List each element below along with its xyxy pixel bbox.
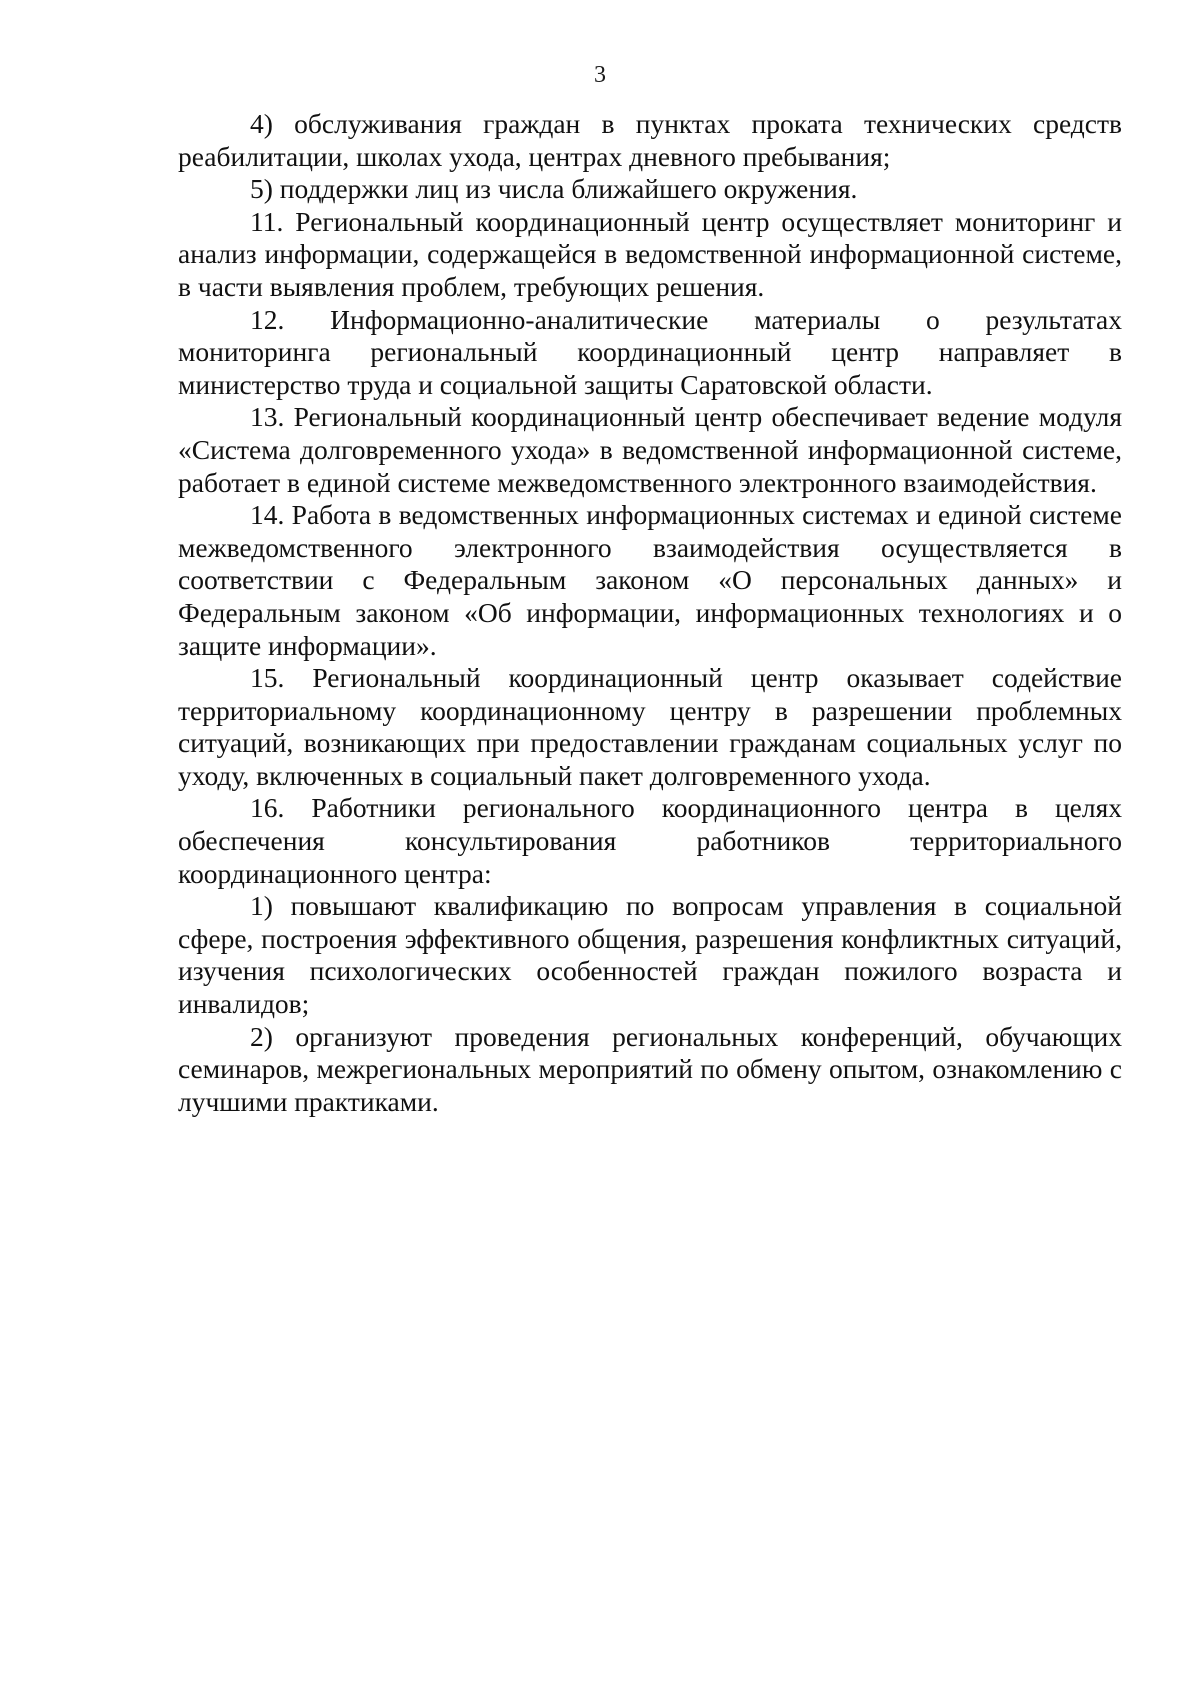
- paragraph-clause-15: 15. Региональный координационный центр оказывает содействие территориальному координационному центру в разрешении проблемных ситуаций, возникающих при предоставлении гражданам социальных услуг по уходу, включенных в социальный пакет долговременного ухода.: [178, 662, 1122, 791]
- paragraph-item-5: 5) поддержки лиц из числа ближайшего окружения.: [250, 173, 858, 205]
- paragraph-clause-11: 11. Региональный координационный центр осуществляет мониторинг и анализ информации, содержащейся в ведомственной информационной системе, в части выявления проблем, требующих решения.: [178, 205, 1122, 302]
- paragraph-clause-14: 14. Работа в ведомственных информационных системах и единой системе межведомственного электронного взаимодействия осуществляется в соответствии с Федеральным законом «О персональных данных» и Федеральным законом «Об информации, информационных технологиях и о защите информации».: [178, 499, 1122, 661]
- paragraph-subitem-1: 1) повышают квалификацию по вопросам управления в социальной сфере, построения эффективного общения, разрешения конфликтных ситуаций, изучения психологических особенностей граждан пожилого возраста и инвалидов;: [178, 890, 1122, 1020]
- document-body: [178, 108, 1122, 1118]
- paragraph-item-4: 4) обслуживания граждан в пунктах проката технических средств реабилитации, школах ухода, центрах дневного пребывания;: [178, 108, 1122, 172]
- paragraph-clause-12: 12. Информационно-аналитические материалы о результатах мониторинга региональный координационный центр направляет в министерство труда и социальной защиты Саратовской области.: [178, 303, 1122, 400]
- paragraph-clause-16: 16. Работники регионального координационного центра в целях обеспечения консультирования работников территориального координационного центра:: [178, 792, 1122, 889]
- paragraph-clause-13: 13. Региональный координационный центр обеспечивает ведение модуля «Система долговременного ухода» в ведомственной информационной системе, работает в единой системе межведомственного электронного взаимодействия.: [178, 401, 1122, 498]
- page-number: 3: [594, 62, 606, 88]
- paragraph-subitem-2: 2) организуют проведения региональных конференций, обучающих семинаров, межрегиональных мероприятий по обмену опытом, ознакомлению с лучшими практиками.: [178, 1020, 1122, 1117]
